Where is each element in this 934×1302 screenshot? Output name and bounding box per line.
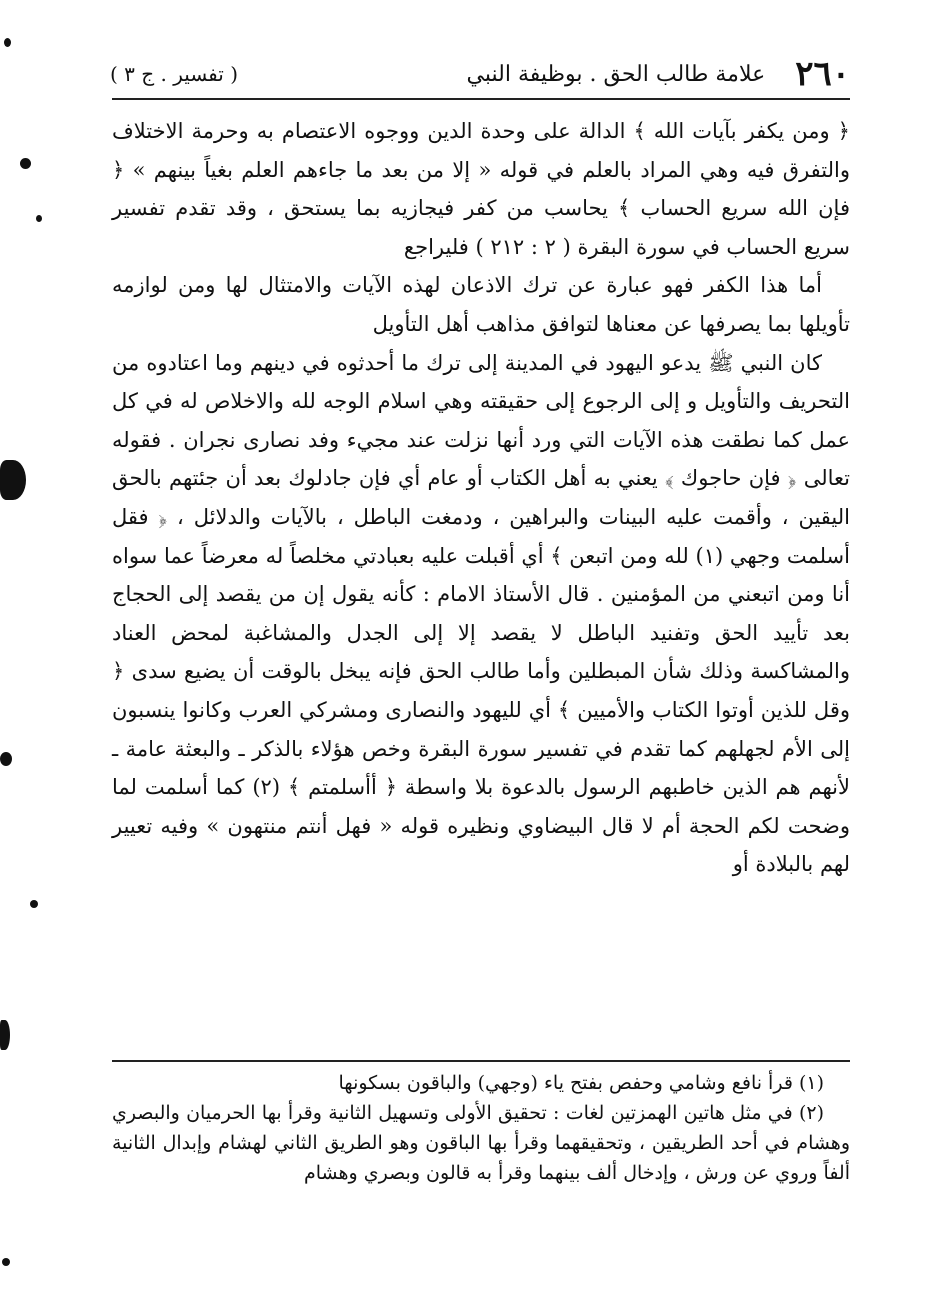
scan-speck bbox=[4, 38, 11, 47]
scan-speck bbox=[0, 460, 26, 500]
footnote-rule bbox=[112, 1060, 850, 1062]
footnote: (٢) في مثل هاتين الهمزتين لغات : تحقيق الأولى وتسهيل الثانية وقرأ بها الحرميان والبصري وهشام في أحد الطريقين ، وتحقيقهما وقرأ بها الباقون وهو الطريق الثاني لهشام وإبدال الثانية ألفاً وروي عن ورش ، وإدخال ألف بينهما وقرأ به قالون وبصري وهشام bbox=[112, 1102, 850, 1184]
scan-speck bbox=[20, 158, 31, 169]
header-rule bbox=[112, 98, 850, 100]
scan-speck bbox=[36, 215, 42, 222]
paragraph: ﴿ ومن يكفر بآيات الله ﴾ الدالة على وحدة الدين ووجوه الاعتصام به وحرمة الاختلاف والتفرق فيه وهي المراد بالعلم في قوله « إلا من بعد ما جاءهم العلم بغياً بينهم » ﴿ فإن الله سريع الحساب ﴾ يحاسب من كفر فيجازيه بما يستحق ، وقد تقدم تفسير سريع الحساب في سورة البقرة ( ٢ : ٢١٢ ) فليراجع bbox=[112, 119, 850, 259]
running-part: ( تفسير . ج ٣ ) bbox=[110, 62, 239, 86]
page-number: ٢٦٠ bbox=[795, 54, 850, 94]
main-text bbox=[112, 112, 850, 884]
running-title: علامة طالب الحق . بوظيفة النبي bbox=[466, 61, 766, 87]
scan-speck bbox=[30, 900, 38, 908]
scan-speck bbox=[0, 1020, 10, 1050]
scan-speck bbox=[0, 752, 12, 766]
paragraph: كان النبي ﷺ يدعو اليهود في المدينة إلى ترك ما أحدثوه في دينهم وما اعتادوه من التحريف والتأويل و إلى الرجوع إلى حقيقته وهي اسلام الوجه لله والاخلاص له في كل عمل كما نطقت هذه الآيات التي ورد أنها نزلت عند مجيء وفد نصارى نجران . فقوله تعالى ﴿ فإن حاجوك ﴾ يعني به أهل الكتاب أو عام أي فإن جادلوك بعد أن جئتهم بالحق اليقين ، وأقمت عليه البينات والبراهين ، ودمغت الباطل ، بالآيات والدلائل ، ﴿ فقل أسلمت وجهي (١) لله ومن اتبعن ﴾ أي أقبلت عليه بعبادتي مخلصاً له معرضاً عما سواه أنا ومن اتبعني من المؤمنين . قال الأستاذ الامام : كأنه يقول إن من يقصد إلى الحجاج بعد تأييد الحق وتفنيد الباطل لا يقصد إلا إلى الجدل والمشاغبة لمحض العناد والمشاكسة وذلك شأن المبطلين وأما طالب الحق فإنه يبخل بالوقت أن يضيع سدى ﴿ وقل للذين أوتوا الكتاب والأميين ﴾ أي لليهود والنصارى ومشركي العرب وكانوا ينسبون إلى الأم لجهلهم كما تقدم في تفسير سورة البقرة وخص هؤلاء بالذكر ـ والبعثة عامة ـ لأنهم هم الذين خاطبهم الرسول بالدعوة بلا واسطة ﴿ أأسلمتم ﴾ (٢) كما أسلمت لما وضحت لكم الحجة أم لا قال البيضاوي ونظيره قوله « فهل أنتم منتهون » وفيه تعيير لهم بالبلادة أو bbox=[112, 350, 850, 877]
footnote: (١) قرأ نافع وشامي وحفص بفتح ياء (وجهي) والباقون بسكونها bbox=[338, 1072, 824, 1094]
scan-speck bbox=[2, 1258, 10, 1266]
page-header bbox=[110, 50, 850, 98]
footnotes bbox=[112, 1068, 850, 1188]
paragraph: أما هذا الكفر فهو عبارة عن ترك الاذعان لهذه الآيات والامتثال لها ومن لوازمه تأويلها بما يصرفها عن معناها لتوافق مذاهب أهل التأويل bbox=[112, 273, 850, 336]
